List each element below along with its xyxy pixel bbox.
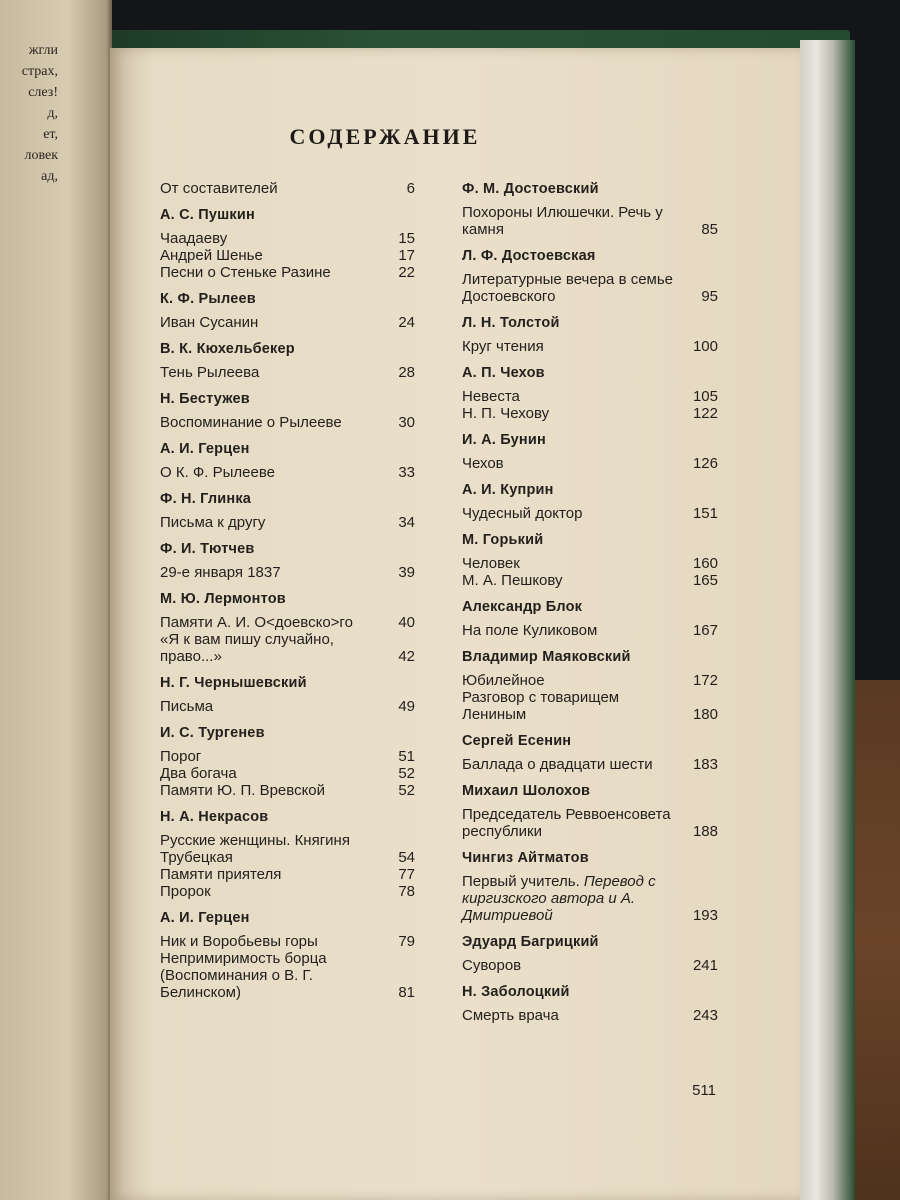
toc-entry [160, 866, 415, 883]
entry-page-number: 24 [398, 314, 415, 331]
left-line: ад, [41, 169, 58, 184]
toc-section [462, 782, 718, 840]
entry-title [462, 756, 661, 773]
toc-entry [462, 405, 718, 422]
toc-entry [160, 698, 415, 715]
entry-title [462, 405, 557, 422]
left-line: слез! [28, 85, 58, 100]
author-name: Л. Н. Толстой [462, 315, 560, 331]
toc-entry [160, 782, 415, 799]
author-name: М. Ю. Лермонтов [160, 591, 286, 607]
toc-section [462, 933, 718, 974]
entry-title [160, 765, 245, 782]
entry-page-number: 30 [398, 414, 415, 431]
author-name: А. И. Герцен [160, 441, 250, 457]
entry-title [462, 455, 512, 472]
author-name: Чингиз Айтматов [462, 850, 589, 866]
entry-page-number: 193 [692, 907, 718, 924]
entry-title [462, 572, 571, 589]
entry-page-number: 126 [692, 455, 718, 472]
entry-title-text: Разговор с товарищем Лениным [462, 689, 620, 723]
entry-page-number: 160 [692, 555, 718, 572]
toc-entry [462, 672, 718, 689]
entry-page-number: 39 [398, 564, 415, 581]
entry-title-text: Юбилейное [462, 672, 545, 689]
entry-page-number: 77 [398, 866, 415, 883]
author-name: Н. Г. Чернышевский [160, 675, 307, 691]
toc-section [462, 180, 718, 238]
entry-title [160, 748, 209, 765]
entry-page-number: 33 [398, 464, 415, 481]
left-page [0, 0, 112, 1200]
entry-title [160, 464, 283, 481]
toc-section [160, 340, 415, 381]
entry-title-text: Невеста [462, 388, 520, 405]
entry-title [462, 873, 693, 924]
toc-section [462, 531, 718, 589]
entry-title-text: Чехов [462, 455, 504, 472]
entry-title-text: Порог [160, 748, 202, 765]
toc-section [160, 540, 415, 581]
toc-right-column [462, 180, 718, 1033]
toc-entry [462, 873, 718, 924]
entry-title-text: Памяти Ю. П. Вревской [160, 782, 326, 799]
toc-section [160, 808, 415, 900]
author-name: Н. Бестужев [160, 391, 250, 407]
entry-title [462, 957, 529, 974]
entry-title [160, 866, 289, 883]
toc-entry [160, 950, 415, 1001]
entry-page-number: 49 [398, 698, 415, 715]
entry-title-text: От составителей [160, 180, 278, 197]
entry-title [160, 564, 289, 581]
entry-title-italic: Перевод с киргизского автора и А. Дмитриевой [462, 873, 656, 924]
entry-title-text: Песни о Стеньке Разине [160, 264, 331, 281]
author-name: Михаил Шолохов [462, 783, 591, 799]
author-name: Ф. М. Достоевский [462, 181, 599, 197]
toc-section [160, 180, 415, 197]
entry-title [160, 264, 339, 281]
entry-title [160, 247, 271, 264]
entry-page-number: 105 [692, 388, 718, 405]
toc-entry [160, 414, 415, 431]
entry-title [160, 782, 333, 799]
toc-section [462, 364, 718, 422]
entry-page-number: 52 [398, 782, 415, 799]
toc-entry [160, 765, 415, 782]
toc-entry [160, 264, 415, 281]
entry-page-number: 180 [692, 706, 718, 723]
author-name: Сергей Есенин [462, 733, 572, 749]
entry-title-text: Суворов [462, 957, 522, 974]
entry-page-number: 188 [692, 823, 718, 840]
toc-section [462, 983, 718, 1024]
page-edges [800, 40, 855, 1200]
toc-entry [462, 338, 718, 355]
toc-entry [462, 271, 718, 305]
toc-entry [462, 204, 718, 238]
entry-title-text: Н. П. Чехову [462, 405, 550, 422]
toc-section [462, 247, 718, 305]
entry-title-text: Пророк [160, 883, 211, 900]
toc-entry [462, 622, 718, 639]
entry-title-text: Иван Сусанин [160, 314, 259, 331]
author-name: А. И. Герцен [160, 910, 250, 926]
entry-page-number: 100 [692, 338, 718, 355]
entry-title [160, 832, 398, 866]
author-name: Владимир Маяковский [462, 649, 631, 665]
entry-title-text: Ник и Воробьевы горы [160, 933, 318, 950]
entry-page-number: 28 [398, 364, 415, 381]
toc-section [160, 724, 415, 799]
toc-section [160, 490, 415, 531]
toc-entry [462, 455, 718, 472]
toc-entry [160, 314, 415, 331]
entry-page-number: 40 [398, 614, 415, 631]
entry-title [462, 505, 590, 522]
toc-entry [462, 756, 718, 773]
entry-page-number: 42 [398, 648, 415, 665]
toc-entry [462, 806, 718, 840]
left-line: ловек [24, 148, 58, 163]
entry-title-text: 29-е января 1837 [160, 564, 281, 581]
toc-entry [160, 933, 415, 950]
entry-page-number: 85 [701, 221, 718, 238]
entry-page-number: 151 [692, 505, 718, 522]
left-line: страх, [21, 64, 58, 79]
author-name: И. С. Тургенев [160, 725, 265, 741]
toc-section [160, 674, 415, 715]
entry-title-text: Памяти приятеля [160, 866, 282, 883]
toc-section [462, 431, 718, 472]
toc-section [462, 849, 718, 924]
entry-title-text: Баллада о двадцати шести [462, 756, 653, 773]
toc-section [160, 590, 415, 665]
toc-left-column [160, 180, 415, 1010]
entry-title [160, 364, 267, 381]
author-name: Эдуард Багрицкий [462, 934, 599, 950]
author-name: В. К. Кюхельбекер [160, 341, 295, 357]
entry-title-text: «Я к вам пишу случайно, право...» [160, 631, 334, 665]
entry-page-number: 167 [692, 622, 718, 639]
entry-page-number: 172 [692, 672, 718, 689]
toc-section [160, 290, 415, 331]
toc-section [462, 648, 718, 723]
author-name: Н. Заболоцкий [462, 984, 570, 1000]
toc-entry [160, 514, 415, 531]
entry-page-number: 78 [398, 883, 415, 900]
entry-title [462, 806, 693, 840]
left-line: д, [47, 106, 58, 121]
toc-entry [160, 180, 415, 197]
entry-page-number: 81 [398, 984, 415, 1001]
entry-title-text: Литературные вечера в семье Достоевского [462, 271, 674, 305]
toc-entry [462, 388, 718, 405]
toc-entry [160, 631, 415, 665]
author-name: Ф. Н. Глинка [160, 491, 252, 507]
entry-title-text: Непримиримость борца (Воспоминания о В. Г. Белинском) [160, 950, 327, 1001]
toc-entry [462, 1007, 718, 1024]
author-name: Л. Ф. Достоевская [462, 248, 596, 264]
entry-title [462, 271, 701, 305]
entry-title [160, 180, 286, 197]
toc-entry [160, 883, 415, 900]
entry-page-number: 95 [701, 288, 718, 305]
toc-entry [160, 247, 415, 264]
entry-title-text: Первый учитель. [462, 873, 584, 890]
entry-page-number: 165 [692, 572, 718, 589]
author-name: Александр Блок [462, 599, 583, 615]
entry-title-text: Смерть врача [462, 1007, 559, 1024]
toc-section [462, 732, 718, 773]
toc-section [462, 481, 718, 522]
entry-page-number: 17 [398, 247, 415, 264]
entry-title-text: Похороны Илюшечки. Речь у камня [462, 204, 663, 238]
toc-section [160, 206, 415, 281]
entry-title-text: Памяти А. И. О<доевско>го [160, 614, 353, 631]
left-line: ет, [43, 127, 58, 142]
entry-page-number: 22 [398, 264, 415, 281]
entry-title [462, 338, 552, 355]
toc-section [462, 598, 718, 639]
entry-page-number: 52 [398, 765, 415, 782]
toc-entry [462, 505, 718, 522]
toc-entry [160, 614, 415, 631]
entry-title [160, 933, 326, 950]
entry-title-text: На поле Куликовом [462, 622, 598, 639]
toc-entry [462, 957, 718, 974]
toc-entry [160, 748, 415, 765]
toc-section [160, 440, 415, 481]
toc-entry [160, 832, 415, 866]
author-name: Н. А. Некрасов [160, 809, 269, 825]
entry-title [160, 514, 273, 531]
entry-title-text: М. А. Пешкову [462, 572, 563, 589]
toc-section [160, 909, 415, 1001]
left-line: жгли [28, 43, 58, 58]
toc-section [160, 390, 415, 431]
toc-entry [160, 230, 415, 247]
entry-title-text: Воспоминание о Рылееве [160, 414, 342, 431]
entry-page-number: 243 [692, 1007, 718, 1024]
entry-title-text: Председатель Реввоенсовета республики [462, 806, 671, 840]
entry-title-text: О К. Ф. Рылееве [160, 464, 276, 481]
entry-title-text: Два богача [160, 765, 237, 782]
left-page-text [0, 40, 58, 187]
entry-title-text: Письма к другу [160, 514, 266, 531]
entry-title-text: Чудесный доктор [462, 505, 583, 522]
entry-page-number: 6 [406, 180, 415, 197]
entry-title [160, 314, 266, 331]
entry-title-text: Круг чтения [462, 338, 544, 355]
entry-title-text: Андрей Шенье [160, 247, 263, 264]
entry-page-number: 183 [692, 756, 718, 773]
author-name: А. П. Чехов [462, 365, 545, 381]
entry-title [462, 1007, 567, 1024]
entry-title [160, 614, 361, 631]
entry-title-text: Тень Рылеева [160, 364, 260, 381]
author-name: И. А. Бунин [462, 432, 546, 448]
entry-title [160, 883, 219, 900]
entry-title-text: Чаадаеву [160, 230, 228, 247]
author-name: К. Ф. Рылеев [160, 291, 256, 307]
entry-title [160, 230, 235, 247]
entry-title [160, 414, 350, 431]
entry-page-number: 241 [692, 957, 718, 974]
entry-title-text: Человек [462, 555, 520, 572]
author-name: Ф. И. Тютчев [160, 541, 255, 557]
toc-entry [462, 572, 718, 589]
entry-page-number: 79 [398, 933, 415, 950]
entry-title [462, 555, 528, 572]
toc-entry [160, 464, 415, 481]
entry-title [160, 950, 398, 1001]
author-name: А. И. Куприн [462, 482, 554, 498]
toc-entry [160, 364, 415, 381]
page-number: 511 [692, 1082, 716, 1099]
entry-title [462, 204, 701, 238]
entry-title [462, 689, 693, 723]
entry-page-number: 34 [398, 514, 415, 531]
author-name: А. С. Пушкин [160, 207, 255, 223]
toc-entry [160, 564, 415, 581]
entry-title [462, 622, 605, 639]
entry-title [462, 388, 528, 405]
entry-page-number: 54 [398, 849, 415, 866]
entry-page-number: 122 [692, 405, 718, 422]
toc-section [462, 314, 718, 355]
entry-page-number: 51 [398, 748, 415, 765]
entry-title [462, 672, 553, 689]
entry-title-text: Русские женщины. Княгиня Трубецкая [160, 832, 350, 866]
toc-entry [462, 555, 718, 572]
entry-title [160, 698, 221, 715]
toc-entry [462, 689, 718, 723]
entry-title [160, 631, 398, 665]
entry-page-number: 15 [398, 230, 415, 247]
entry-title-text: Письма [160, 698, 214, 715]
page-title: СОДЕРЖАНИЕ [289, 124, 481, 149]
author-name: М. Горький [462, 532, 544, 548]
